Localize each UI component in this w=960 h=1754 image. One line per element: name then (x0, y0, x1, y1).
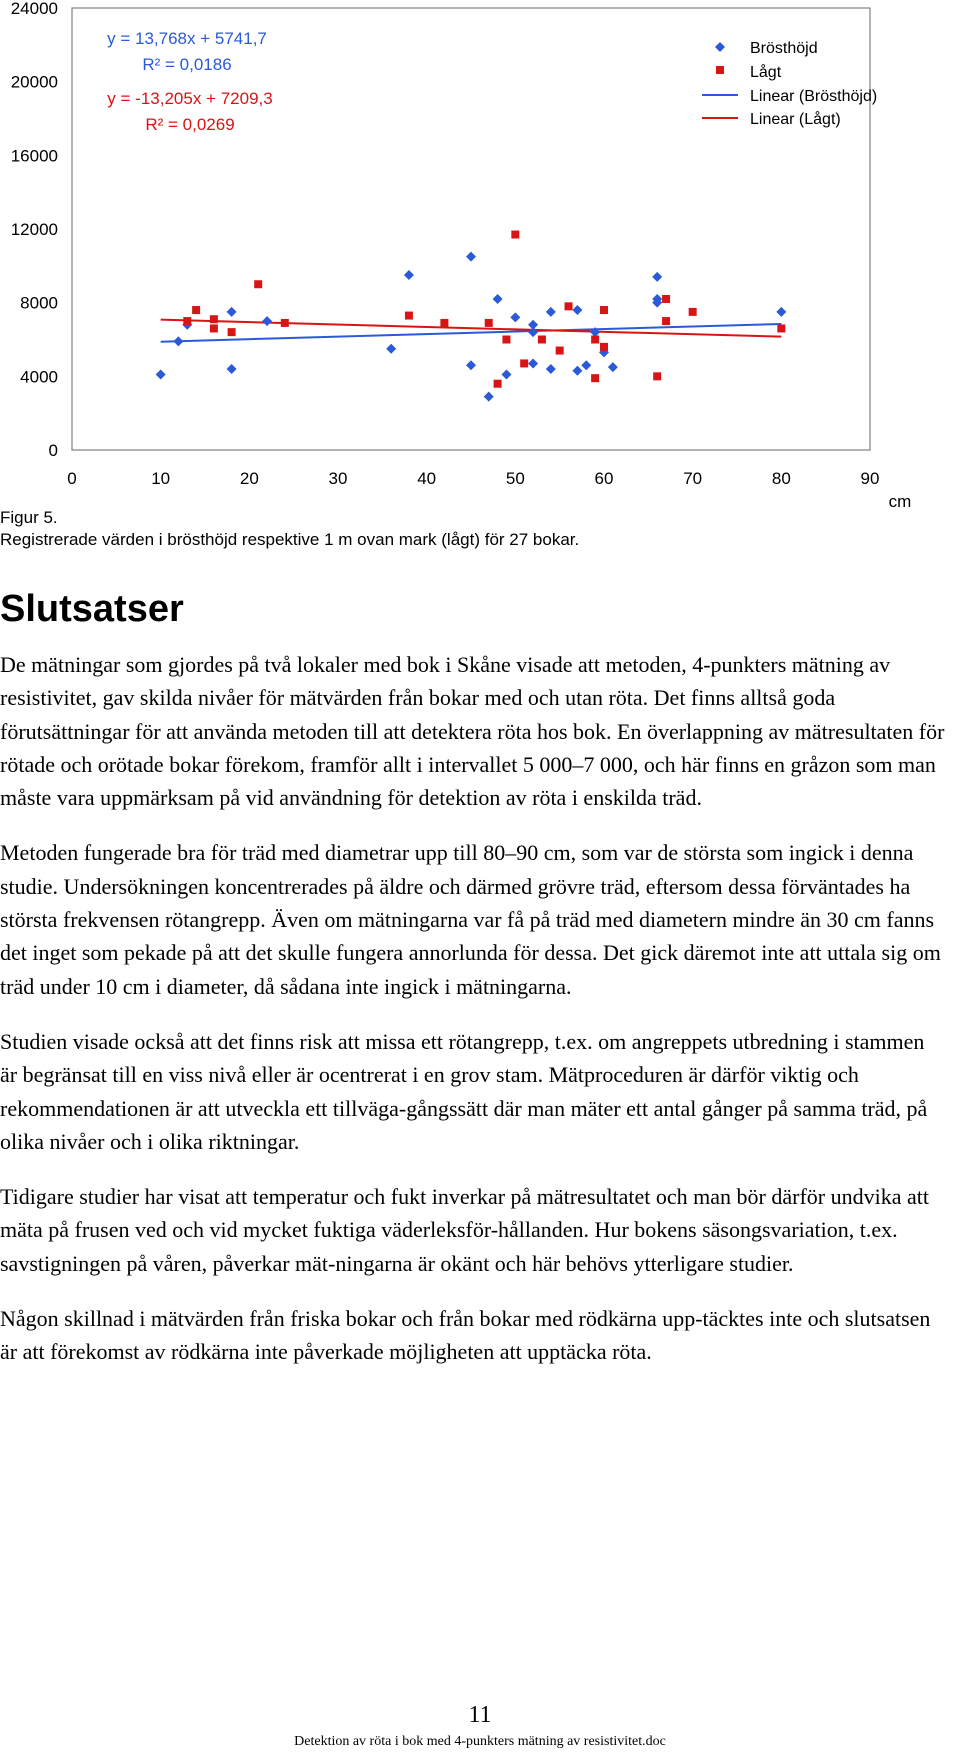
point-lagt (556, 347, 564, 355)
point-lagt (494, 380, 502, 388)
point-lagt (653, 372, 661, 380)
x-axis-ticks (67, 469, 879, 488)
point-lagt (777, 324, 785, 332)
point-lagt (183, 317, 191, 325)
point-lagt (591, 374, 599, 382)
point-lagt (192, 306, 200, 314)
paragraph: De mätningar som gjordes på två lokaler med bok i Skåne visade att metoden, 4-punkters mätning av resistivitet, gav skilda nivåer för mätvärden från bokar med och utan röta. Det finns alltså goda förutsättningar för att använda metoden till att detektera röta hos bok. En överlappning av mätresultaten för rötade och orötade bokar förekom, framför allt i intervallet 5 000–7 000, och här finns en gråzon som man måste vara uppmärksam på vid användning för detektion av röta i enskilda träd. (0, 652, 945, 811)
x-tick-label: 0 (67, 469, 77, 488)
scatter-chart (0, 0, 960, 520)
caption-figure-number: Figur 5. (0, 508, 58, 527)
legend-label-lagt: Lågt (750, 64, 782, 81)
legend-label-linear-lagt: Linear (Lågt) (750, 111, 841, 128)
x-tick-label: 60 (594, 469, 614, 488)
red-r2: R² = 0,0269 (145, 115, 235, 134)
point-lagt (254, 280, 262, 288)
point-lagt (228, 328, 236, 336)
paragraph: Någon skillnad i mätvärden från friska bokar och från bokar med rödkärna upp-täcktes inte och slutsatsen är att förekomst av rödkärna inte påverkade möjligheten att upptäcka röta. (0, 1306, 931, 1365)
paragraph: Studien visade också att det finns risk att missa ett rötangrepp, t.ex. om angreppets utbredning i stammen är begränsat till en viss nivå eller är ocentrerat i en grov stam. Mätproceduren är därför viktig och rekommendationen är att utveckla ett tillväga-gångssätt där man mäter ett antal gånger på samma träd, på olika nivåer och i olika riktningar. (0, 1028, 928, 1154)
legend-marker-lagt (716, 66, 724, 74)
y-axis-ticks (11, 0, 58, 460)
point-lagt (440, 319, 448, 327)
y-tick-label: 0 (48, 441, 58, 460)
section-heading: Slutsatser (0, 588, 184, 630)
y-tick-label: 4000 (20, 367, 58, 387)
point-lagt (405, 312, 413, 320)
y-tick-label: 12000 (10, 220, 58, 239)
x-tick-label: 40 (417, 469, 437, 488)
paragraph: Tidigare studier har visat att temperatur och fukt inverkar på mätresultatet och man bör därför undvika att mäta på frusen ved och vid mycket fuktiga väderleksför-hållanden. Hur bokens säsongsvariation, t.ex. savstigningen på våren, påverkar mät-ningarna är okänt och här behövs ytterligare studier. (0, 1184, 929, 1276)
paragraph: Metoden fungerade bra för träd med diametrar upp till 80–90 cm, som var de största som ingick i denna studie. Undersökningen koncentrerades på äldre och därmed grövre träd, eftersom dessa förväntades ha största frekvensen rötangrepp. Även om mätningarna var få på träd med diametern mindre än 30 cm fanns det inget som pekade på att det skulle fungera annorlunda för dessa. Det gick däremot inte att uttala sig om träd under 10 cm i diameter, då sådana inte ingick i mätningarna. (0, 840, 941, 999)
x-tick-label: 50 (505, 469, 525, 488)
y-tick-label: 8000 (20, 293, 58, 313)
point-lagt (511, 231, 519, 239)
blue-r2: R² = 0,0186 (142, 55, 232, 74)
y-tick-label: 20000 (10, 72, 58, 92)
point-lagt (565, 302, 573, 310)
point-lagt (689, 308, 697, 316)
point-lagt (662, 317, 670, 325)
y-tick-label: 24000 (10, 0, 58, 18)
x-axis-unit: cm (888, 492, 912, 511)
point-lagt (538, 336, 546, 344)
point-lagt (210, 324, 218, 332)
point-lagt (502, 336, 510, 344)
legend-label-linear-brosthojd: Linear (Brösthöjd) (750, 88, 878, 105)
point-lagt (600, 306, 608, 314)
point-lagt (591, 336, 599, 344)
point-lagt (520, 359, 528, 367)
point-lagt (662, 295, 670, 303)
x-tick-label: 20 (239, 469, 259, 488)
x-tick-label: 90 (860, 469, 880, 488)
page-number: 11 (468, 1702, 492, 1728)
blue-equation: y = 13,768x + 5741,7 (107, 29, 267, 48)
body-text (0, 648, 945, 1391)
x-tick-label: 80 (771, 469, 791, 488)
point-lagt (281, 319, 289, 327)
y-tick-label: 16000 (10, 146, 58, 166)
point-lagt (600, 343, 608, 351)
red-equation: y = -13,205x + 7209,3 (107, 89, 273, 108)
caption-text: Registrerade värden i brösthöjd respektive 1 m ovan mark (lågt) för 27 bokar. (0, 530, 580, 549)
point-lagt (210, 315, 218, 323)
x-tick-label: 10 (151, 469, 171, 488)
figure-caption (0, 507, 579, 551)
x-tick-label: 30 (328, 469, 348, 488)
legend-label-brosthojd: Brösthöjd (750, 40, 818, 57)
point-lagt (485, 319, 493, 327)
x-tick-label: 70 (683, 469, 703, 488)
footer-doc-title: Detektion av röta i bok med 4-punkters mätning av resistivitet.doc (294, 1734, 666, 1749)
